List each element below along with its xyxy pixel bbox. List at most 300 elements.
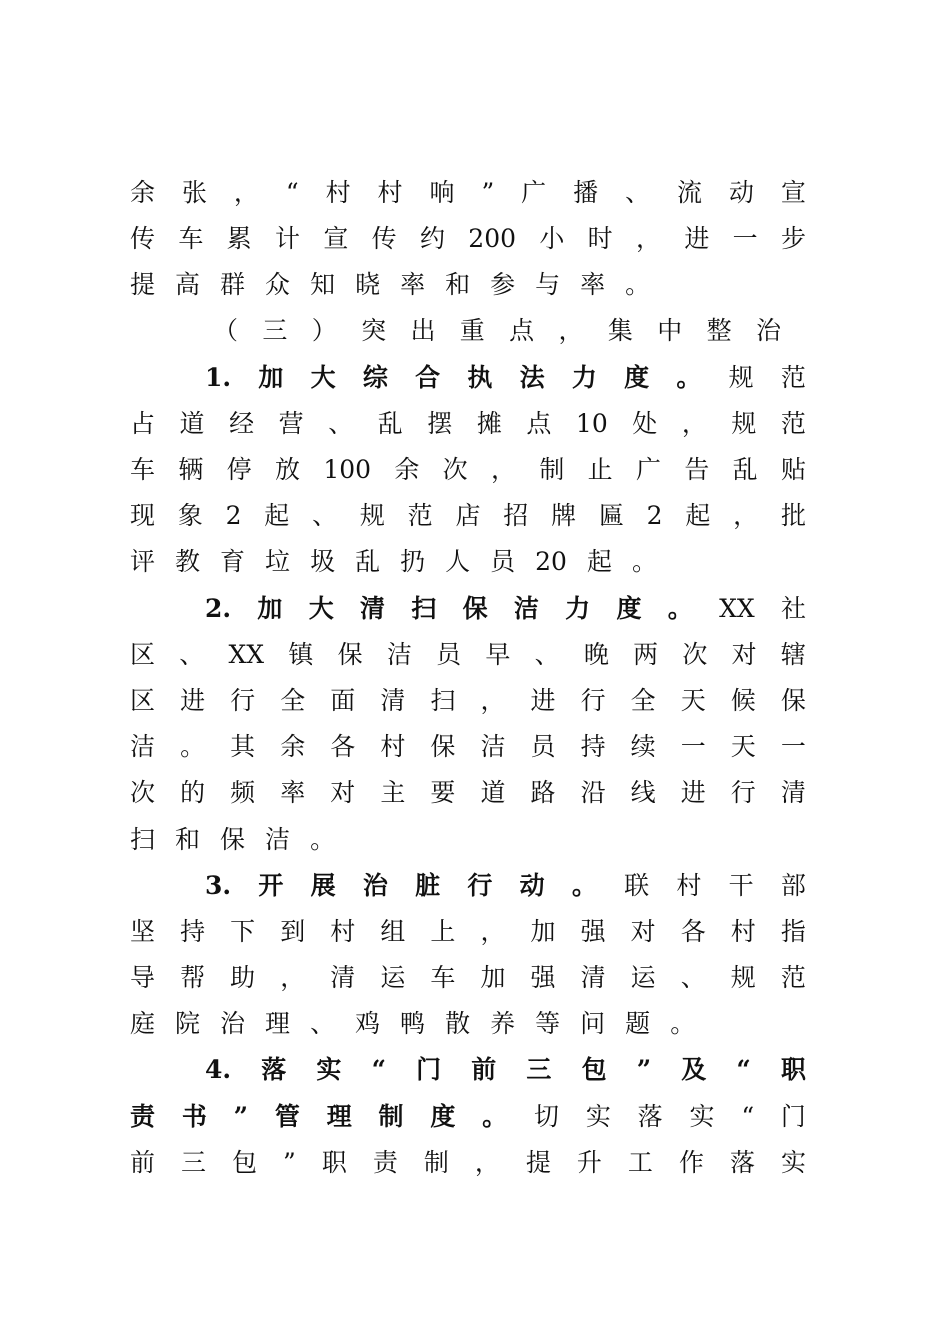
text-glyph: 集 bbox=[607, 316, 633, 345]
text-glyph: 传 bbox=[371, 224, 397, 253]
text-glyph: 现 bbox=[130, 501, 156, 530]
text-glyph: 进 bbox=[684, 224, 710, 253]
text-glyph: 点 bbox=[509, 316, 535, 345]
text-glyph: 点 bbox=[526, 409, 552, 438]
text-line bbox=[130, 493, 806, 539]
text-glyph: 加 bbox=[530, 917, 556, 946]
text-glyph: ， bbox=[280, 963, 306, 992]
text-glyph: 、 bbox=[625, 178, 651, 207]
text-glyph: 力 bbox=[571, 363, 597, 392]
text-glyph: 加 bbox=[257, 594, 283, 623]
text-glyph: 响 bbox=[429, 178, 455, 207]
text-glyph: 天 bbox=[680, 686, 706, 715]
text-glyph: 全 bbox=[280, 686, 306, 715]
text-glyph: 洁 bbox=[480, 732, 506, 761]
text-line bbox=[130, 539, 806, 585]
text-glyph: 200 bbox=[468, 224, 517, 253]
text-glyph: 主 bbox=[380, 778, 406, 807]
text-glyph: ” bbox=[283, 1148, 296, 1177]
text-line bbox=[130, 632, 806, 678]
text-glyph: 散 bbox=[445, 1009, 471, 1038]
text-glyph: 联 bbox=[624, 871, 650, 900]
text-glyph: XX bbox=[719, 594, 755, 623]
text-glyph: 1. bbox=[205, 363, 232, 392]
text-glyph: 广 bbox=[521, 178, 547, 207]
text-glyph: 加 bbox=[480, 963, 506, 992]
text-glyph: 清 bbox=[330, 963, 356, 992]
text-glyph: 晓 bbox=[355, 270, 381, 299]
text-glyph: 强 bbox=[530, 963, 556, 992]
text-glyph: 3. bbox=[205, 871, 232, 900]
text-glyph: 的 bbox=[180, 778, 206, 807]
text-glyph: 行 bbox=[580, 686, 606, 715]
text-glyph: 告 bbox=[684, 455, 710, 484]
text-glyph: 清 bbox=[580, 963, 606, 992]
text-glyph: 上 bbox=[430, 917, 456, 946]
text-glyph: 参 bbox=[490, 270, 516, 299]
text-glyph: 村 bbox=[325, 178, 351, 207]
text-glyph: 。 bbox=[676, 363, 702, 392]
text-glyph: 到 bbox=[280, 917, 306, 946]
text-glyph: ） bbox=[311, 316, 337, 345]
text-glyph: 。 bbox=[670, 1009, 696, 1038]
text-glyph: 营 bbox=[278, 409, 304, 438]
text-glyph: 指 bbox=[780, 917, 806, 946]
text-glyph: 行 bbox=[467, 871, 493, 900]
text-glyph: 执 bbox=[467, 363, 493, 392]
text-glyph: 规 bbox=[728, 363, 754, 392]
text-glyph: 路 bbox=[530, 778, 556, 807]
text-glyph: 群 bbox=[220, 270, 246, 299]
text-glyph: 切 bbox=[534, 1102, 560, 1131]
text-glyph: 经 bbox=[229, 409, 255, 438]
text-glyph: 制 bbox=[423, 1148, 449, 1177]
text-glyph: 及 bbox=[681, 1055, 707, 1084]
text-glyph: 制 bbox=[378, 1102, 404, 1131]
text-glyph: 帮 bbox=[180, 963, 206, 992]
text-glyph: 。 bbox=[667, 594, 693, 623]
text-glyph: 招 bbox=[503, 501, 529, 530]
text-glyph: 保 bbox=[337, 640, 363, 669]
text-glyph: 道 bbox=[480, 778, 506, 807]
text-glyph: 100 bbox=[323, 455, 372, 484]
text-glyph: 前 bbox=[471, 1055, 497, 1084]
text-line bbox=[130, 770, 806, 816]
text-glyph: ” bbox=[636, 1055, 652, 1084]
text-glyph: 等 bbox=[535, 1009, 561, 1038]
text-glyph: 规 bbox=[730, 963, 756, 992]
text-glyph: 进 bbox=[180, 686, 206, 715]
text-glyph: 、 bbox=[179, 640, 205, 669]
text-glyph: 落 bbox=[729, 1148, 755, 1177]
text-glyph: 保 bbox=[430, 732, 456, 761]
text-glyph: 整 bbox=[706, 316, 732, 345]
text-line bbox=[213, 308, 781, 354]
text-glyph: 评 bbox=[130, 547, 156, 576]
text-glyph: 三 bbox=[526, 1055, 552, 1084]
text-glyph: 全 bbox=[630, 686, 656, 715]
text-glyph: 村 bbox=[730, 917, 756, 946]
text-glyph: 。 bbox=[625, 270, 651, 299]
text-glyph: 洁 bbox=[513, 594, 539, 623]
text-glyph: 保 bbox=[220, 825, 246, 854]
text-glyph: 行 bbox=[230, 686, 256, 715]
text-glyph: 圾 bbox=[310, 547, 336, 576]
text-glyph: 、 bbox=[312, 501, 338, 530]
text-glyph: “ bbox=[285, 178, 299, 207]
text-glyph: 治 bbox=[755, 316, 781, 345]
text-glyph: 重 bbox=[459, 316, 485, 345]
text-glyph: 辆 bbox=[178, 455, 204, 484]
text-glyph: 和 bbox=[175, 825, 201, 854]
text-glyph: ， bbox=[233, 178, 259, 207]
text-glyph: 2. bbox=[205, 594, 232, 623]
text-glyph: 保 bbox=[462, 594, 488, 623]
text-glyph: 区 bbox=[130, 686, 156, 715]
text-glyph: 坚 bbox=[130, 917, 156, 946]
text-glyph: 题 bbox=[625, 1009, 651, 1038]
text-glyph: 合 bbox=[415, 363, 441, 392]
text-line bbox=[130, 1001, 806, 1047]
text-line bbox=[205, 586, 806, 632]
text-glyph: 出 bbox=[410, 316, 436, 345]
text-glyph: “ bbox=[741, 1102, 755, 1131]
text-glyph: 放 bbox=[274, 455, 300, 484]
text-glyph: 、 bbox=[534, 640, 560, 669]
text-glyph: 10 bbox=[575, 409, 608, 438]
text-glyph: 持 bbox=[580, 732, 606, 761]
text-line bbox=[205, 863, 806, 909]
text-line bbox=[130, 909, 806, 955]
text-glyph: 2 bbox=[225, 501, 242, 530]
text-glyph: 播 bbox=[573, 178, 599, 207]
text-glyph: 展 bbox=[310, 871, 336, 900]
text-glyph: 率 bbox=[280, 778, 306, 807]
text-glyph: 运 bbox=[630, 963, 656, 992]
text-line bbox=[205, 1047, 806, 1093]
text-glyph: 育 bbox=[220, 547, 246, 576]
text-glyph: 人 bbox=[445, 547, 471, 576]
text-glyph: 提 bbox=[130, 270, 156, 299]
text-line bbox=[130, 724, 806, 770]
text-glyph: 一 bbox=[680, 732, 706, 761]
text-glyph: 余 bbox=[394, 455, 420, 484]
text-glyph: 行 bbox=[730, 778, 756, 807]
text-glyph: 村 bbox=[380, 732, 406, 761]
text-glyph: 余 bbox=[130, 178, 156, 207]
text-glyph: 镇 bbox=[288, 640, 314, 669]
text-glyph: ， bbox=[480, 686, 506, 715]
text-glyph: 范 bbox=[780, 963, 806, 992]
text-glyph: 候 bbox=[730, 686, 756, 715]
text-glyph: 扫 bbox=[430, 686, 456, 715]
text-glyph: 综 bbox=[362, 363, 388, 392]
text-glyph: 早 bbox=[485, 640, 511, 669]
text-glyph: 书 bbox=[181, 1102, 207, 1131]
text-glyph: 店 bbox=[455, 501, 481, 530]
text-glyph: 责 bbox=[130, 1102, 156, 1131]
text-line bbox=[130, 955, 806, 1001]
text-glyph: 小 bbox=[539, 224, 565, 253]
text-glyph: ， bbox=[474, 1148, 500, 1177]
text-glyph: 包 bbox=[232, 1148, 258, 1177]
text-glyph: 贴 bbox=[780, 455, 806, 484]
text-glyph: 宣 bbox=[323, 224, 349, 253]
text-glyph: 下 bbox=[230, 917, 256, 946]
text-glyph: 强 bbox=[580, 917, 606, 946]
text-glyph: 员 bbox=[490, 547, 516, 576]
text-glyph: 处 bbox=[632, 409, 658, 438]
text-glyph: ， bbox=[681, 409, 707, 438]
text-glyph: 计 bbox=[274, 224, 300, 253]
text-glyph: 包 bbox=[581, 1055, 607, 1084]
text-glyph: 扫 bbox=[130, 825, 156, 854]
text-line bbox=[130, 216, 806, 262]
text-glyph: 范 bbox=[780, 409, 806, 438]
text-glyph: 约 bbox=[419, 224, 445, 253]
text-glyph: 鸭 bbox=[400, 1009, 426, 1038]
text-glyph: ， bbox=[491, 455, 517, 484]
text-glyph: 助 bbox=[230, 963, 256, 992]
text-glyph: 。 bbox=[180, 732, 206, 761]
text-glyph: 干 bbox=[728, 871, 754, 900]
text-glyph: 、 bbox=[328, 409, 354, 438]
text-glyph: 车 bbox=[130, 455, 156, 484]
text-glyph: 部 bbox=[780, 871, 806, 900]
text-glyph: 区 bbox=[130, 640, 156, 669]
text-glyph: 各 bbox=[330, 732, 356, 761]
text-glyph: 进 bbox=[530, 686, 556, 715]
text-line bbox=[130, 170, 806, 216]
text-glyph: 实 bbox=[316, 1055, 342, 1084]
text-line bbox=[130, 447, 806, 493]
text-glyph: 清 bbox=[359, 594, 385, 623]
text-glyph: 院 bbox=[175, 1009, 201, 1038]
text-glyph: 张 bbox=[181, 178, 207, 207]
text-glyph: 组 bbox=[380, 917, 406, 946]
text-glyph: 占 bbox=[130, 409, 156, 438]
text-glyph: 治 bbox=[220, 1009, 246, 1038]
text-glyph: 止 bbox=[587, 455, 613, 484]
text-glyph: 实 bbox=[780, 1148, 806, 1177]
text-glyph: 天 bbox=[730, 732, 756, 761]
text-glyph: 制 bbox=[539, 455, 565, 484]
text-glyph: 清 bbox=[380, 686, 406, 715]
text-glyph: 养 bbox=[490, 1009, 516, 1038]
text-glyph: 度 bbox=[624, 363, 650, 392]
text-glyph: XX bbox=[228, 640, 265, 669]
text-glyph: （ bbox=[213, 316, 239, 345]
text-glyph: 脏 bbox=[415, 871, 441, 900]
text-glyph: 摆 bbox=[427, 409, 453, 438]
text-glyph: 垃 bbox=[265, 547, 291, 576]
text-glyph: 道 bbox=[179, 409, 205, 438]
text-glyph: 大 bbox=[308, 594, 334, 623]
text-glyph: 对 bbox=[731, 640, 757, 669]
text-glyph: ” bbox=[481, 178, 495, 207]
text-glyph: 员 bbox=[436, 640, 462, 669]
text-glyph: ” bbox=[233, 1102, 249, 1131]
text-glyph: 象 bbox=[177, 501, 203, 530]
text-glyph: 鸡 bbox=[355, 1009, 381, 1038]
text-glyph: 乱 bbox=[732, 455, 758, 484]
text-glyph: 20 bbox=[535, 547, 567, 576]
text-glyph: 对 bbox=[330, 778, 356, 807]
text-glyph: 落 bbox=[261, 1055, 287, 1084]
text-glyph: 停 bbox=[226, 455, 252, 484]
text-glyph: 知 bbox=[310, 270, 336, 299]
text-glyph: 传 bbox=[130, 224, 156, 253]
text-glyph: 规 bbox=[359, 501, 385, 530]
text-glyph: 车 bbox=[430, 963, 456, 992]
text-glyph: 。 bbox=[571, 871, 597, 900]
text-glyph: 起 bbox=[264, 501, 290, 530]
text-glyph: 加 bbox=[258, 363, 284, 392]
text-glyph: 大 bbox=[310, 363, 336, 392]
text-glyph: 晚 bbox=[583, 640, 609, 669]
text-glyph: 、 bbox=[310, 1009, 336, 1038]
text-line bbox=[130, 1094, 806, 1140]
text-line bbox=[130, 1140, 806, 1186]
text-glyph: ， bbox=[558, 316, 584, 345]
text-glyph: 广 bbox=[635, 455, 661, 484]
text-glyph: 问 bbox=[580, 1009, 606, 1038]
text-glyph: 治 bbox=[362, 871, 388, 900]
text-glyph: 提 bbox=[525, 1148, 551, 1177]
text-glyph: 升 bbox=[576, 1148, 602, 1177]
text-glyph: 管 bbox=[274, 1102, 300, 1131]
text-glyph: 员 bbox=[530, 732, 556, 761]
text-glyph: 三 bbox=[181, 1148, 207, 1177]
text-glyph: 牌 bbox=[551, 501, 577, 530]
text-glyph: 辖 bbox=[780, 640, 806, 669]
text-glyph: 乱 bbox=[355, 547, 381, 576]
text-glyph: 门 bbox=[416, 1055, 442, 1084]
text-glyph: 责 bbox=[372, 1148, 398, 1177]
text-glyph: 中 bbox=[657, 316, 683, 345]
text-glyph: 一 bbox=[780, 732, 806, 761]
text-glyph: 一 bbox=[732, 224, 758, 253]
text-glyph: 度 bbox=[430, 1102, 456, 1131]
text-glyph: 作 bbox=[678, 1148, 704, 1177]
text-line bbox=[130, 262, 806, 308]
text-glyph: 范 bbox=[780, 363, 806, 392]
text-glyph: 车 bbox=[178, 224, 204, 253]
text-glyph: 累 bbox=[226, 224, 252, 253]
text-glyph: 次 bbox=[682, 640, 708, 669]
text-glyph: 突 bbox=[361, 316, 387, 345]
text-glyph: 流 bbox=[677, 178, 703, 207]
text-glyph: 要 bbox=[430, 778, 456, 807]
text-glyph: 洁 bbox=[130, 732, 156, 761]
text-glyph: 次 bbox=[130, 778, 156, 807]
text-glyph: 时 bbox=[587, 224, 613, 253]
text-glyph: 理 bbox=[265, 1009, 291, 1038]
text-glyph: 保 bbox=[780, 686, 806, 715]
text-glyph: 洁 bbox=[265, 825, 291, 854]
text-glyph: 理 bbox=[326, 1102, 352, 1131]
text-glyph: 。 bbox=[310, 825, 336, 854]
text-glyph: 率 bbox=[580, 270, 606, 299]
text-glyph: 村 bbox=[377, 178, 403, 207]
text-glyph: 职 bbox=[321, 1148, 347, 1177]
text-glyph: 扫 bbox=[411, 594, 437, 623]
text-glyph: 、 bbox=[680, 963, 706, 992]
text-glyph: 规 bbox=[731, 409, 757, 438]
text-glyph: 匾 bbox=[598, 501, 624, 530]
text-glyph: 面 bbox=[330, 686, 356, 715]
text-glyph: ， bbox=[480, 917, 506, 946]
text-glyph: 和 bbox=[445, 270, 471, 299]
text-glyph: 实 bbox=[585, 1102, 611, 1131]
text-glyph: 次 bbox=[442, 455, 468, 484]
text-glyph: 其 bbox=[230, 732, 256, 761]
text-glyph: 众 bbox=[265, 270, 291, 299]
text-glyph: 开 bbox=[258, 871, 284, 900]
text-glyph: 扔 bbox=[400, 547, 426, 576]
text-glyph: 各 bbox=[680, 917, 706, 946]
text-glyph: 。 bbox=[482, 1102, 508, 1131]
text-glyph: 与 bbox=[535, 270, 561, 299]
text-glyph: 范 bbox=[407, 501, 433, 530]
text-glyph: 起 bbox=[586, 547, 612, 576]
text-glyph: 村 bbox=[330, 917, 356, 946]
text-glyph: 。 bbox=[631, 547, 657, 576]
text-glyph: 批 bbox=[780, 501, 806, 530]
text-glyph: 持 bbox=[180, 917, 206, 946]
text-glyph: 沿 bbox=[580, 778, 606, 807]
text-glyph: 步 bbox=[780, 224, 806, 253]
text-glyph: 力 bbox=[565, 594, 591, 623]
text-glyph: 宣 bbox=[780, 178, 806, 207]
text-glyph: 运 bbox=[380, 963, 406, 992]
text-glyph: 4. bbox=[205, 1055, 232, 1084]
text-glyph: 摊 bbox=[476, 409, 502, 438]
text-line bbox=[130, 817, 806, 863]
text-glyph: 频 bbox=[230, 778, 256, 807]
text-glyph: 洁 bbox=[386, 640, 412, 669]
text-glyph: 社 bbox=[780, 594, 806, 623]
text-glyph: 动 bbox=[519, 871, 545, 900]
text-glyph: 庭 bbox=[130, 1009, 156, 1038]
text-glyph: 三 bbox=[262, 316, 288, 345]
text-line bbox=[130, 401, 806, 447]
text-line bbox=[130, 678, 806, 724]
text-glyph: 教 bbox=[175, 547, 201, 576]
text-glyph: 线 bbox=[630, 778, 656, 807]
text-glyph: 起 bbox=[685, 501, 711, 530]
text-glyph: 落 bbox=[637, 1102, 663, 1131]
text-glyph: 法 bbox=[519, 363, 545, 392]
text-glyph: 工 bbox=[627, 1148, 653, 1177]
text-glyph: 高 bbox=[175, 270, 201, 299]
text-glyph: 余 bbox=[280, 732, 306, 761]
text-glyph: 前 bbox=[130, 1148, 156, 1177]
text-glyph: 2 bbox=[646, 501, 663, 530]
text-glyph: 进 bbox=[680, 778, 706, 807]
text-glyph: 率 bbox=[400, 270, 426, 299]
text-glyph: 实 bbox=[689, 1102, 715, 1131]
text-glyph: 门 bbox=[780, 1102, 806, 1131]
text-line bbox=[205, 355, 806, 401]
text-glyph: “ bbox=[736, 1055, 751, 1084]
text-glyph: 清 bbox=[780, 778, 806, 807]
text-glyph: ， bbox=[635, 224, 661, 253]
text-glyph: 两 bbox=[633, 640, 659, 669]
text-glyph: “ bbox=[371, 1055, 386, 1084]
text-glyph: 导 bbox=[130, 963, 156, 992]
text-glyph: 乱 bbox=[377, 409, 403, 438]
